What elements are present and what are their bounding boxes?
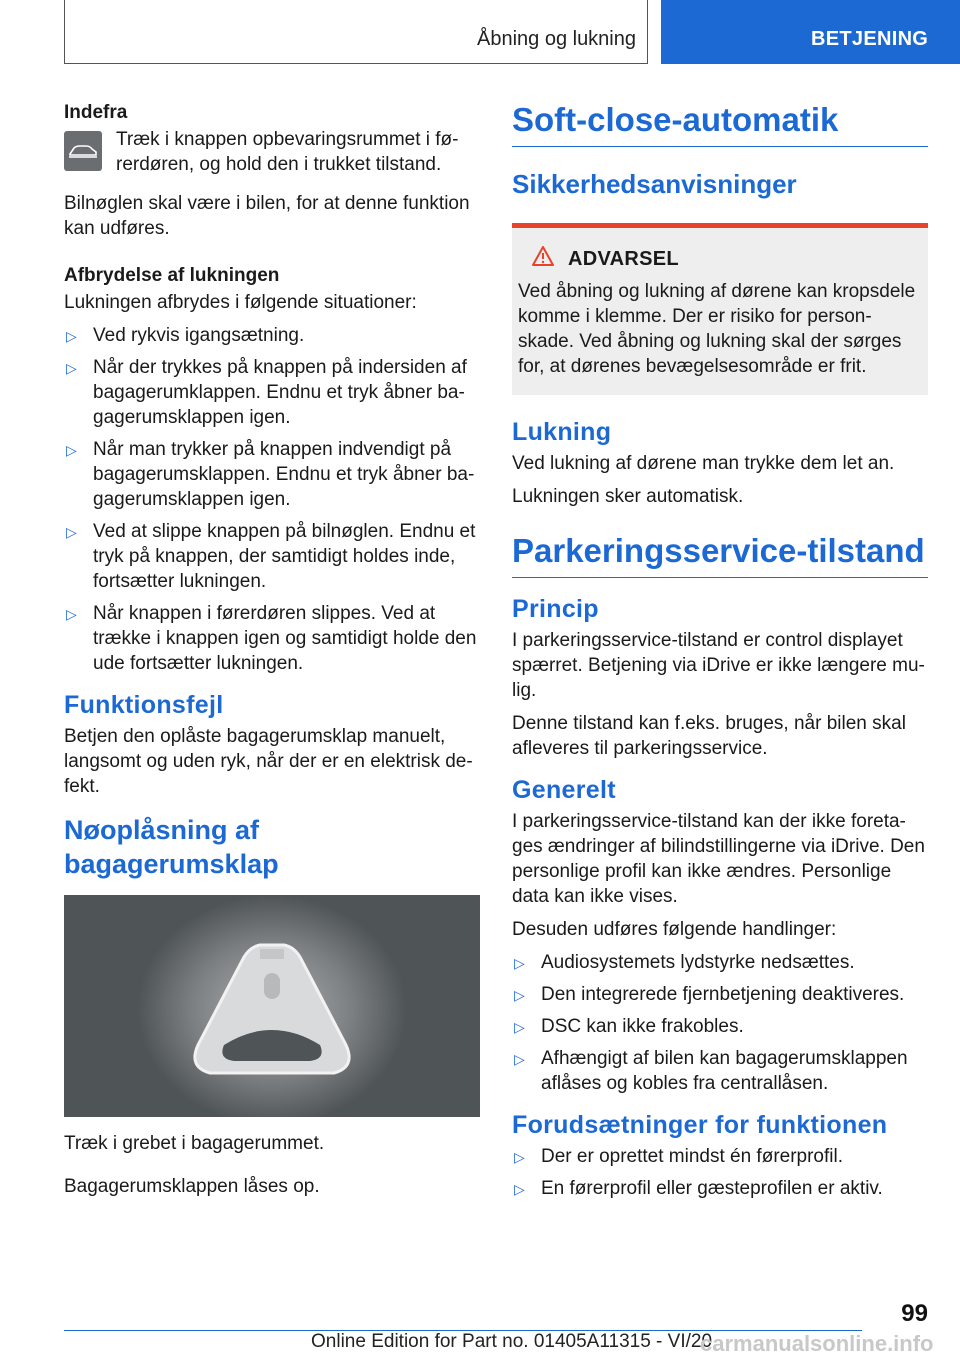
trunk-release-handle-image [64,895,480,1117]
list-item: ▷ Når knappen i førerdøren slippes. Ved at trække i knappen igen og samtidigt holde den ude fortsætter lukningen. [66,603,477,674]
caption-unlocked: Bagagerumsklappen låses op. [64,1176,320,1197]
princip-text-2: Denne tilstand kan f.eks. bruges, når bilen skal afleveres til parkeringsservice. [512,713,906,759]
funktionsfejl-text: Betjen den oplåste bagagerumsklap manuelt, langsomt og uden ryk, når der er en elektrisk de-fekt. [64,726,473,797]
lukning-text-2: Lukningen sker automatisk. [512,486,744,507]
triangle-right-icon: ▷ [66,524,77,540]
car-key-icon [64,131,102,171]
warning-box [512,223,928,395]
afbrydelse-heading: Afbrydelse af lukningen [64,265,280,286]
list-item: ▷ DSC kan ikke frakobles. [512,1014,928,1039]
funktionsfejl-heading: Funktionsfejl [64,691,224,719]
list-item: ▷ Der er oprettet mindst én førerprofil. [512,1144,928,1169]
list-item: ▷ Den integrerede fjernbetjening deaktiveres. [512,982,928,1007]
triangle-right-icon: ▷ [66,328,77,344]
forudsaetning-heading: Forudsætninger for funktionen [512,1111,888,1139]
list-item: ▷ Ved rykvis igangsætning. [64,323,480,348]
indefra-note: Bilnøglen skal være i bilen, for at denne funktion kan udføres. [64,193,470,239]
list-item: ▷ Afhængigt af bilen kan bagagerumsklappen aflåses og kobles fra centrallåsen. [514,1048,908,1094]
right-column [512,100,928,1209]
generelt-text-1: I parkeringsservice-tilstand kan der ikke foreta-ges ændringer af bilindstillingerne via iDrive. Den personlige profil kan ikke ændres. Personlige data kan ikke vises. [512,811,925,907]
noeoplaasning-heading: Nøoplåsning af bagagerumsklap [64,815,279,879]
softclose-title: Soft-close-automatik [512,100,928,147]
caption-pull-handle: Træk i grebet i bagagerummet. [64,1133,325,1154]
page-number: 99 [901,1300,928,1327]
indefra-heading: Indefra [64,102,128,123]
list-item: ▷ Ved at slippe knappen på bilnøglen. Endnu et tryk på knappen, der samtidigt holdes inde, fortsætter lukningen. [66,521,476,592]
sikkerhed-heading: Sikkerhedsanvisninger [512,169,797,199]
section-title: Åbning og lukning [476,28,636,50]
lukning-heading: Lukning [512,418,612,446]
triangle-right-icon: ▷ [514,1019,525,1035]
warning-text: Ved åbning og lukning af dørene kan kropsdele komme i klemme. Der er risiko for person-skade. Ved åbning og lukning skal der sørges for, at dørenes bevægelsesområde er frit. [518,281,916,377]
warning-title: ADVARSEL [568,248,679,270]
forudsaetning-list [512,1144,928,1201]
triangle-right-icon: ▷ [66,606,77,622]
list-item: ▷ Audiosystemets lydstyrke nedsættes. [512,950,928,975]
edition-text: Online Edition for Part no. 01405A11315 - VI/20 [311,1331,713,1352]
warning-header [518,246,920,273]
list-item: ▷ Når man trykker på knappen indvendigt på bagagerumsklappen. Endnu et tryk åbner ba-gagerumsklappen igen. [66,439,475,510]
triangle-right-icon: ▷ [514,1051,525,1067]
afbrydelse-intro: Lukningen afbrydes i følgende situationer: [64,292,417,313]
triangle-right-icon: ▷ [514,955,525,971]
princip-heading: Princip [512,595,599,623]
watermark: carmanualsonline.info [700,1331,934,1356]
generelt-text-2: Desuden udføres følgende handlinger: [512,919,837,940]
generelt-heading: Generelt [512,776,616,804]
triangle-right-icon: ▷ [66,360,77,376]
afbrydelse-list [64,323,480,676]
generelt-list [512,950,928,1096]
triangle-right-icon: ▷ [514,1181,525,1197]
lukning-text-1: Ved lukning af dørene man trykke dem let an. [512,453,895,474]
list-item: ▷ Når der trykkes på knappen på indersiden af bagagerumklappen. Endnu et tryk åbner ba-gagerumsklappen igen. [66,357,467,428]
warning-triangle-icon [532,246,554,273]
parkering-title: Parkeringsservice-tilstand [512,531,928,578]
triangle-right-icon: ▷ [514,987,525,1003]
chapter-tab: BETJENING [661,0,960,64]
triangle-right-icon: ▷ [66,442,77,458]
triangle-right-icon: ▷ [514,1149,525,1165]
list-item: ▷ En førerprofil eller gæsteprofilen er aktiv. [512,1176,928,1201]
princip-text-1: I parkeringsservice-tilstand er control displayet spærret. Betjening via iDrive er ikke længere mu-lig. [512,630,925,701]
indefra-row [64,127,480,177]
left-column [64,100,480,1207]
indefra-text: Træk i knappen opbevaringsrummet i fø-rerdøren, og hold den i trukket tilstand. [116,129,459,175]
